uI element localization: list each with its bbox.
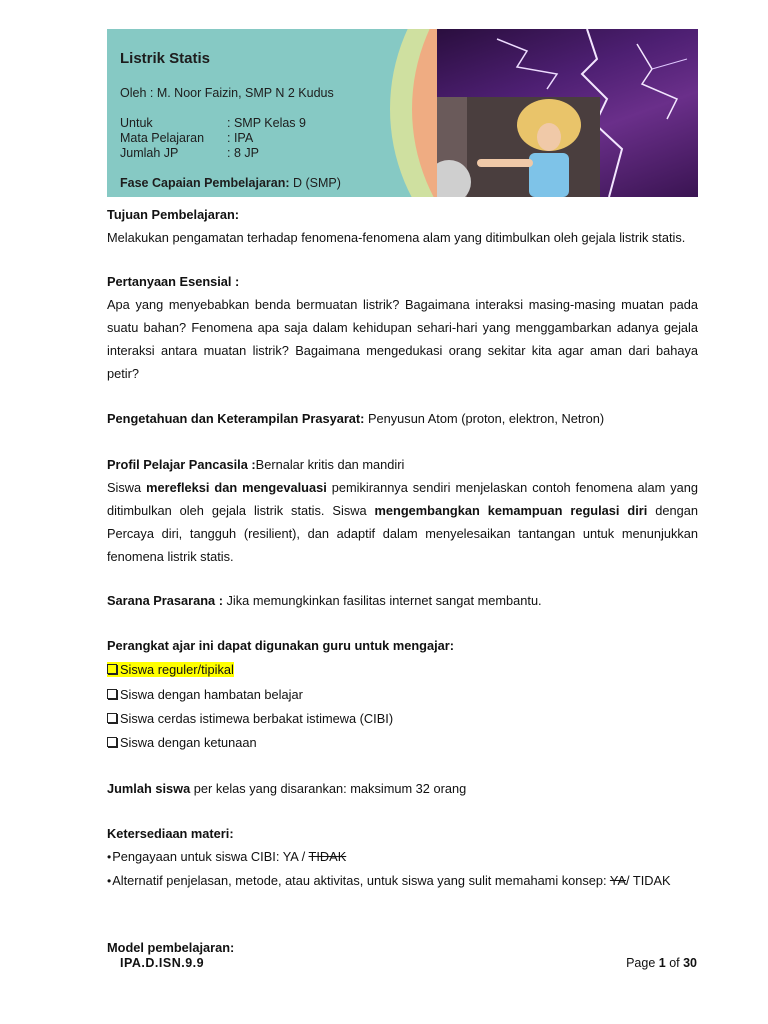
profil-p-mid: pemikirannya sendiri menjelaskan contoh fenomena alam yang ditimbulkan oleh gejala listrik statis. Siswa — [107, 480, 698, 518]
ketersediaan-heading: Ketersediaan materi: — [107, 826, 234, 841]
perangkat-heading: Perangkat ajar ini dapat digunakan guru untuk mengajar: — [107, 638, 455, 653]
checkbox-icon — [107, 664, 117, 674]
page-total: 30 — [683, 956, 697, 970]
fase-row — [120, 176, 341, 190]
profil-section — [107, 453, 698, 568]
ketersediaan-item-1-text: Pengayaan untuk siswa CIBI: YA / — [112, 849, 309, 864]
document-title: Listrik Statis — [120, 50, 211, 67]
pertanyaan-text: Apa yang menyebabkan benda bermuatan listrik? Bagaimana interaksi masing-masing muatan pada suatu bahan? Fenomena apa saja dalam kehidupan sehari-hari yang menggambarkan adanya gejala interaksi antara muatan listrik? Bagaimana mengedukasi orang sekitar kita agar aman dari bahaya petir? — [107, 297, 698, 381]
ketersediaan-item-2 — [107, 869, 698, 893]
profil-heading: Profil Pelajar Pancasila : — [107, 457, 256, 472]
static-electricity-photo — [437, 29, 698, 197]
untuk-row — [120, 116, 306, 130]
checkbox-icon — [107, 713, 117, 723]
profil-p-end: dengan Percaya diri, tangguh (resilient), dan adaptif dalam menyelesaikan tantangan untuk menunjukkan fenomena listrik statis. — [107, 503, 698, 564]
footer-code: IPA.D.ISN.9.9 — [120, 956, 205, 970]
page-current: 1 — [658, 956, 666, 970]
ketersediaan-item-2-end: / TIDAK — [626, 873, 671, 888]
perangkat-item-label: Siswa dengan hambatan belajar — [120, 686, 303, 702]
jp-label: Jumlah JP — [120, 146, 179, 160]
page-number — [626, 956, 697, 970]
perangkat-section — [107, 634, 698, 755]
perangkat-item-label: Siswa dengan ketunaan — [120, 735, 257, 751]
jumlah-section — [107, 777, 698, 800]
tujuan-section — [107, 203, 698, 249]
mapel-label: Mata Pelajaran — [120, 131, 205, 145]
perangkat-item — [107, 707, 698, 731]
ketersediaan-section — [107, 822, 698, 893]
ketersediaan-item-2-text: Alternatif penjelasan, metode, atau aktivitas, untuk siswa yang sulit memahami konsep: — [112, 873, 610, 888]
profil-p-bold1: merefleksi dan mengevaluasi — [146, 480, 327, 495]
perangkat-item-label: Siswa reguler/tipikal — [120, 662, 234, 678]
page-prefix: Page — [626, 956, 659, 970]
fase-value: D (SMP) — [289, 176, 341, 190]
photo-girl-background — [437, 97, 600, 197]
profil-text: Bernalar kritis dan mandiri — [255, 457, 405, 472]
untuk-value: : SMP Kelas 9 — [227, 116, 306, 130]
perangkat-item-label: Siswa cerdas istimewa berbakat istimewa (CIBI) — [120, 710, 394, 726]
checkbox-icon — [107, 689, 117, 699]
page-of: of — [665, 956, 684, 970]
profil-paragraph — [107, 476, 698, 568]
profil-p-start: Siswa — [107, 480, 147, 495]
tujuan-text: Melakukan pengamatan terhadap fenomena-fenomena alam yang ditimbulkan oleh gejala listrik statis. — [107, 230, 686, 245]
jp-value: : 8 JP — [227, 146, 259, 160]
profil-p-bold2: mengembangkan kemampuan regulasi diri — [374, 503, 648, 518]
mapel-value: : IPA — [227, 131, 254, 145]
bullet-icon: • — [107, 874, 112, 888]
author-line: Oleh : M. Noor Faizin, SMP N 2 Kudus — [120, 86, 334, 100]
perangkat-item — [107, 683, 698, 707]
jp-row — [120, 146, 259, 160]
prasyarat-heading: Pengetahuan dan Keterampilan Prasyarat: — [107, 411, 365, 426]
pertanyaan-section — [107, 270, 698, 385]
pertanyaan-heading: Pertanyaan Esensial : — [107, 274, 240, 289]
checkbox-icon — [107, 737, 117, 747]
ketersediaan-item-1 — [107, 845, 698, 869]
jumlah-text: per kelas yang disarankan: maksimum 32 orang — [190, 781, 467, 796]
bullet-icon: • — [107, 850, 112, 864]
ketersediaan-item-1-strike: TIDAK — [308, 849, 347, 864]
perangkat-item — [107, 658, 698, 682]
jumlah-heading: Jumlah siswa — [107, 781, 191, 796]
sarana-text: Jika memungkinkan fasilitas internet sangat membantu. — [222, 593, 542, 608]
header-banner — [107, 29, 698, 197]
untuk-label: Untuk — [120, 116, 153, 130]
prasyarat-text: Penyusun Atom (proton, elektron, Netron) — [364, 411, 605, 426]
fase-label: Fase Capaian Pembelajaran: — [120, 176, 290, 190]
sarana-section — [107, 589, 698, 612]
prasyarat-section — [107, 407, 698, 430]
tujuan-heading: Tujuan Pembelajaran: — [107, 207, 240, 222]
mapel-row — [120, 131, 253, 145]
model-heading: Model pembelajaran: — [107, 940, 235, 955]
perangkat-item — [107, 731, 698, 755]
sarana-heading: Sarana Prasarana : — [107, 593, 223, 608]
ketersediaan-item-2-strike: YA — [609, 873, 627, 888]
